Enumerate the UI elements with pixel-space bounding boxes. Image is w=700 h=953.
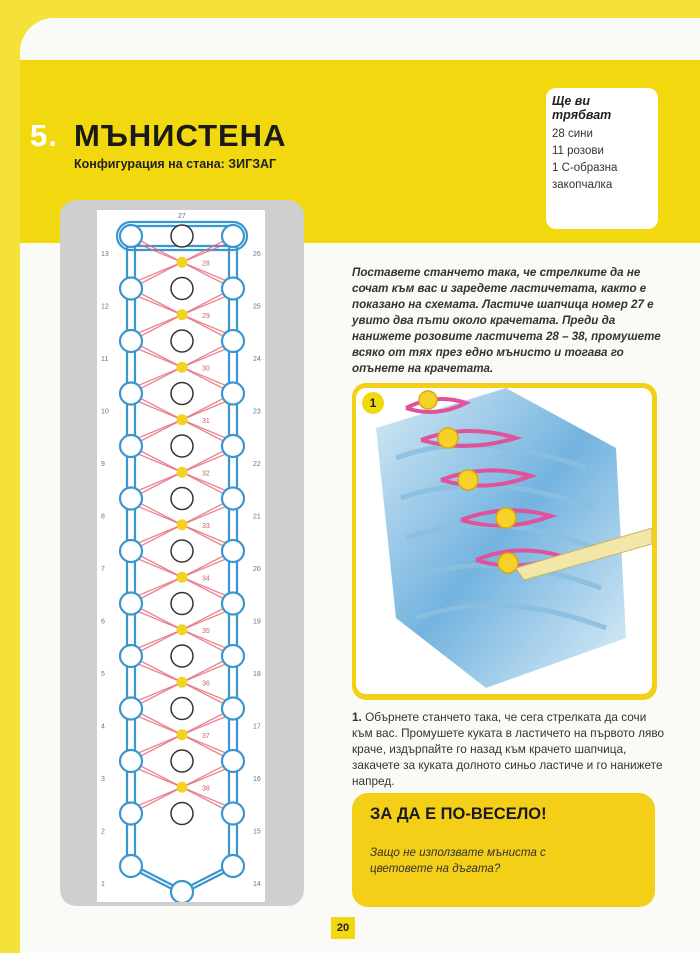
left-number: 7 — [101, 566, 105, 573]
right-peg — [222, 488, 244, 510]
right-number: 20 — [253, 566, 261, 573]
center-peg — [171, 225, 193, 247]
material-item: закопчалка — [552, 179, 613, 191]
band-number: 33 — [202, 522, 210, 530]
band-number: 30 — [202, 365, 210, 373]
left-number: 8 — [101, 513, 105, 521]
right-number: 26 — [253, 251, 261, 258]
center-peg — [171, 330, 193, 352]
left-number: 10 — [101, 408, 109, 416]
page-number: 20 — [331, 917, 355, 939]
left-peg — [120, 488, 142, 510]
left-number: 2 — [101, 828, 105, 836]
band-number: 35 — [202, 627, 210, 635]
bead — [177, 414, 188, 425]
left-peg — [120, 645, 142, 667]
right-number: 15 — [253, 828, 261, 836]
photo-illustration — [356, 388, 652, 694]
band-number: 29 — [202, 312, 210, 320]
photo-step-badge: 1 — [362, 392, 384, 414]
left-peg — [120, 330, 142, 352]
material-item: 28 сини — [552, 128, 593, 140]
bead — [177, 572, 188, 583]
left-number: 4 — [101, 723, 105, 731]
center-peg — [171, 488, 193, 510]
materials-heading: Ще ви трябват — [552, 94, 612, 122]
center-peg — [171, 540, 193, 562]
band-number: 36 — [202, 680, 210, 688]
right-number: 19 — [253, 618, 261, 626]
material-item: 11 розови — [552, 145, 604, 157]
right-number: 17 — [253, 723, 261, 731]
left-number: 6 — [101, 618, 105, 626]
left-peg — [120, 278, 142, 300]
band-number: 38 — [202, 785, 210, 793]
bead — [177, 309, 188, 320]
band-number: 37 — [202, 732, 210, 740]
left-peg — [120, 593, 142, 615]
right-peg — [222, 383, 244, 405]
left-peg — [120, 383, 142, 405]
left-number: 9 — [101, 461, 105, 468]
band-number: 28 — [202, 260, 210, 268]
band-number: 34 — [202, 575, 210, 583]
bead — [177, 782, 188, 793]
right-number: 22 — [253, 461, 261, 468]
material-item: 1 С-образна — [552, 162, 618, 174]
left-peg — [120, 750, 142, 772]
instructions-text: Поставете станчето така, че стрелките да не сочат към вас и заредете ластичетата, както е показано на схемата. Ластиче шапчица номер 27 е увито два пъти около крачетата. Преди да нанижете розовите ластичета 28 – 38, промушете всяко от тях през едно мънисто и тогава го опънете на крачетата. — [352, 266, 661, 375]
bead — [177, 677, 188, 688]
right-number: 25 — [253, 303, 261, 311]
bead — [177, 362, 188, 373]
left-number: 13 — [101, 251, 109, 258]
left-peg — [120, 225, 142, 247]
right-number: 14 — [253, 881, 261, 888]
center-peg — [171, 803, 193, 825]
band-number: 32 — [202, 470, 210, 478]
right-number: 16 — [253, 776, 261, 783]
cap-number: 27 — [178, 213, 186, 220]
right-peg — [222, 435, 244, 457]
center-peg — [171, 278, 193, 300]
right-number: 18 — [253, 671, 261, 678]
left-peg — [120, 435, 142, 457]
right-number: 23 — [253, 408, 261, 416]
left-peg — [120, 540, 142, 562]
center-peg — [171, 698, 193, 720]
left-peg — [120, 803, 142, 825]
center-peg — [171, 383, 193, 405]
step-number: 1. — [352, 710, 362, 724]
bead — [177, 257, 188, 268]
right-peg — [222, 698, 244, 720]
right-peg — [222, 803, 244, 825]
materials-box — [546, 88, 658, 229]
right-number: 21 — [253, 513, 261, 521]
step-description: Обърнете станчето така, че сега стрелката да сочи към вас. Промушете куката в ластичето на първото ляво краче, издърпайте го назад към крачето шапчица, закачете за куката долното синьо ластиче и го нанижете напред. — [352, 710, 665, 788]
center-peg — [171, 750, 193, 772]
bead — [177, 729, 188, 740]
loom-diagram — [97, 210, 265, 902]
left-peg — [120, 855, 142, 877]
bead — [177, 624, 188, 635]
left-number: 12 — [101, 303, 109, 311]
bead — [177, 467, 188, 478]
section-number: 5. — [30, 118, 58, 153]
tip-title: ЗА ДА Е ПО-ВЕСЕЛО! — [370, 805, 547, 823]
center-peg — [171, 593, 193, 615]
tip-box — [352, 793, 655, 907]
right-peg — [222, 330, 244, 352]
bottom-peg — [171, 881, 193, 902]
left-number: 1 — [101, 881, 105, 888]
right-peg — [222, 750, 244, 772]
right-peg — [222, 855, 244, 877]
right-number: 24 — [253, 356, 261, 363]
step-text — [352, 709, 667, 789]
left-number: 5 — [101, 671, 105, 678]
page-title: МЪНИСТЕНА — [74, 118, 287, 153]
right-peg — [222, 278, 244, 300]
right-peg — [222, 645, 244, 667]
left-number: 3 — [101, 776, 105, 783]
center-peg — [171, 435, 193, 457]
left-peg — [120, 698, 142, 720]
right-peg — [222, 225, 244, 247]
bead — [177, 519, 188, 530]
band-number: 31 — [202, 417, 210, 425]
right-peg — [222, 593, 244, 615]
center-peg — [171, 645, 193, 667]
left-number: 11 — [101, 356, 109, 363]
loom-photo — [356, 388, 652, 694]
loom-configuration: Конфигурация на стана: ЗИГЗАГ — [74, 157, 277, 171]
right-peg — [222, 540, 244, 562]
tip-text: Защо не използвате мъниста с цветовете на дъгата? — [370, 846, 546, 875]
